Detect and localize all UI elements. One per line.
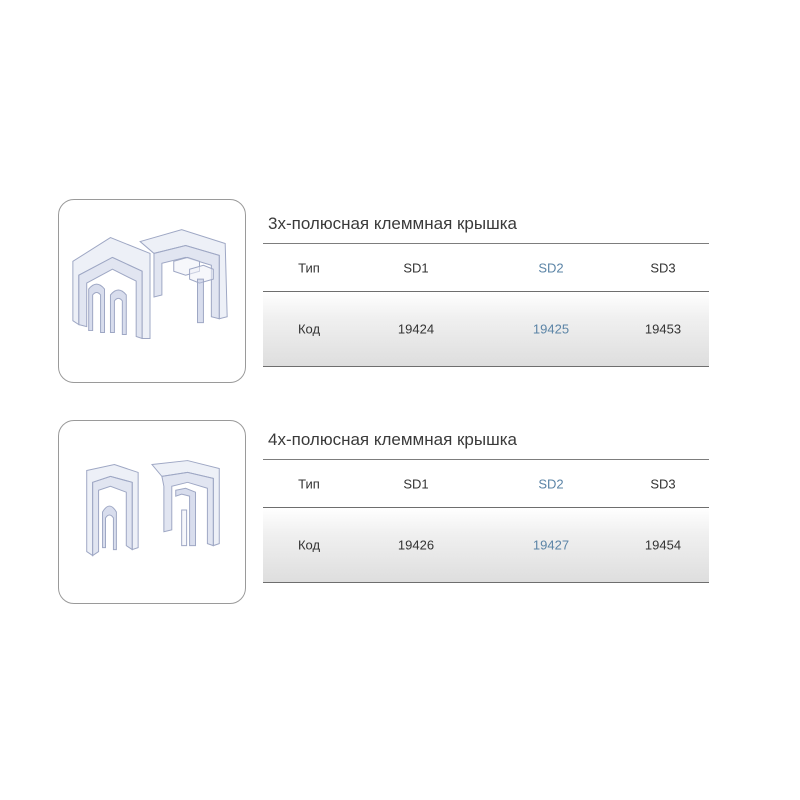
type-sd3: SD3 — [650, 476, 676, 491]
terminal-cover-4pole-image — [59, 421, 245, 603]
product-table-4pole — [263, 428, 709, 583]
code-sd3: 19453 — [644, 321, 682, 337]
type-row — [263, 460, 709, 508]
code-row — [263, 292, 709, 367]
type-sd1: SD1 — [403, 476, 429, 491]
type-sd3: SD3 — [650, 260, 676, 275]
code-sd2: 19425 — [532, 321, 570, 337]
block-title: 4х-полюсная клеммная крышка — [263, 428, 709, 460]
product-table-3pole — [263, 212, 709, 367]
type-sd2: SD2 — [538, 260, 564, 275]
product-image-card-3pole — [58, 199, 246, 383]
product-image-card-4pole — [58, 420, 246, 604]
type-sd1: SD1 — [403, 260, 429, 275]
type-sd2: SD2 — [538, 476, 564, 491]
type-label: Тип — [298, 476, 320, 491]
code-sd2: 19427 — [532, 537, 570, 553]
terminal-cover-3pole-image — [59, 200, 245, 382]
code-sd1: 19424 — [397, 321, 435, 337]
code-sd3: 19454 — [644, 537, 682, 553]
code-row — [263, 508, 709, 583]
code-label: Код — [297, 321, 321, 337]
type-label: Тип — [298, 260, 320, 275]
code-sd1: 19426 — [397, 537, 435, 553]
type-row — [263, 244, 709, 292]
code-label: Код — [297, 537, 321, 553]
block-title: 3х-полюсная клеммная крышка — [263, 212, 709, 244]
